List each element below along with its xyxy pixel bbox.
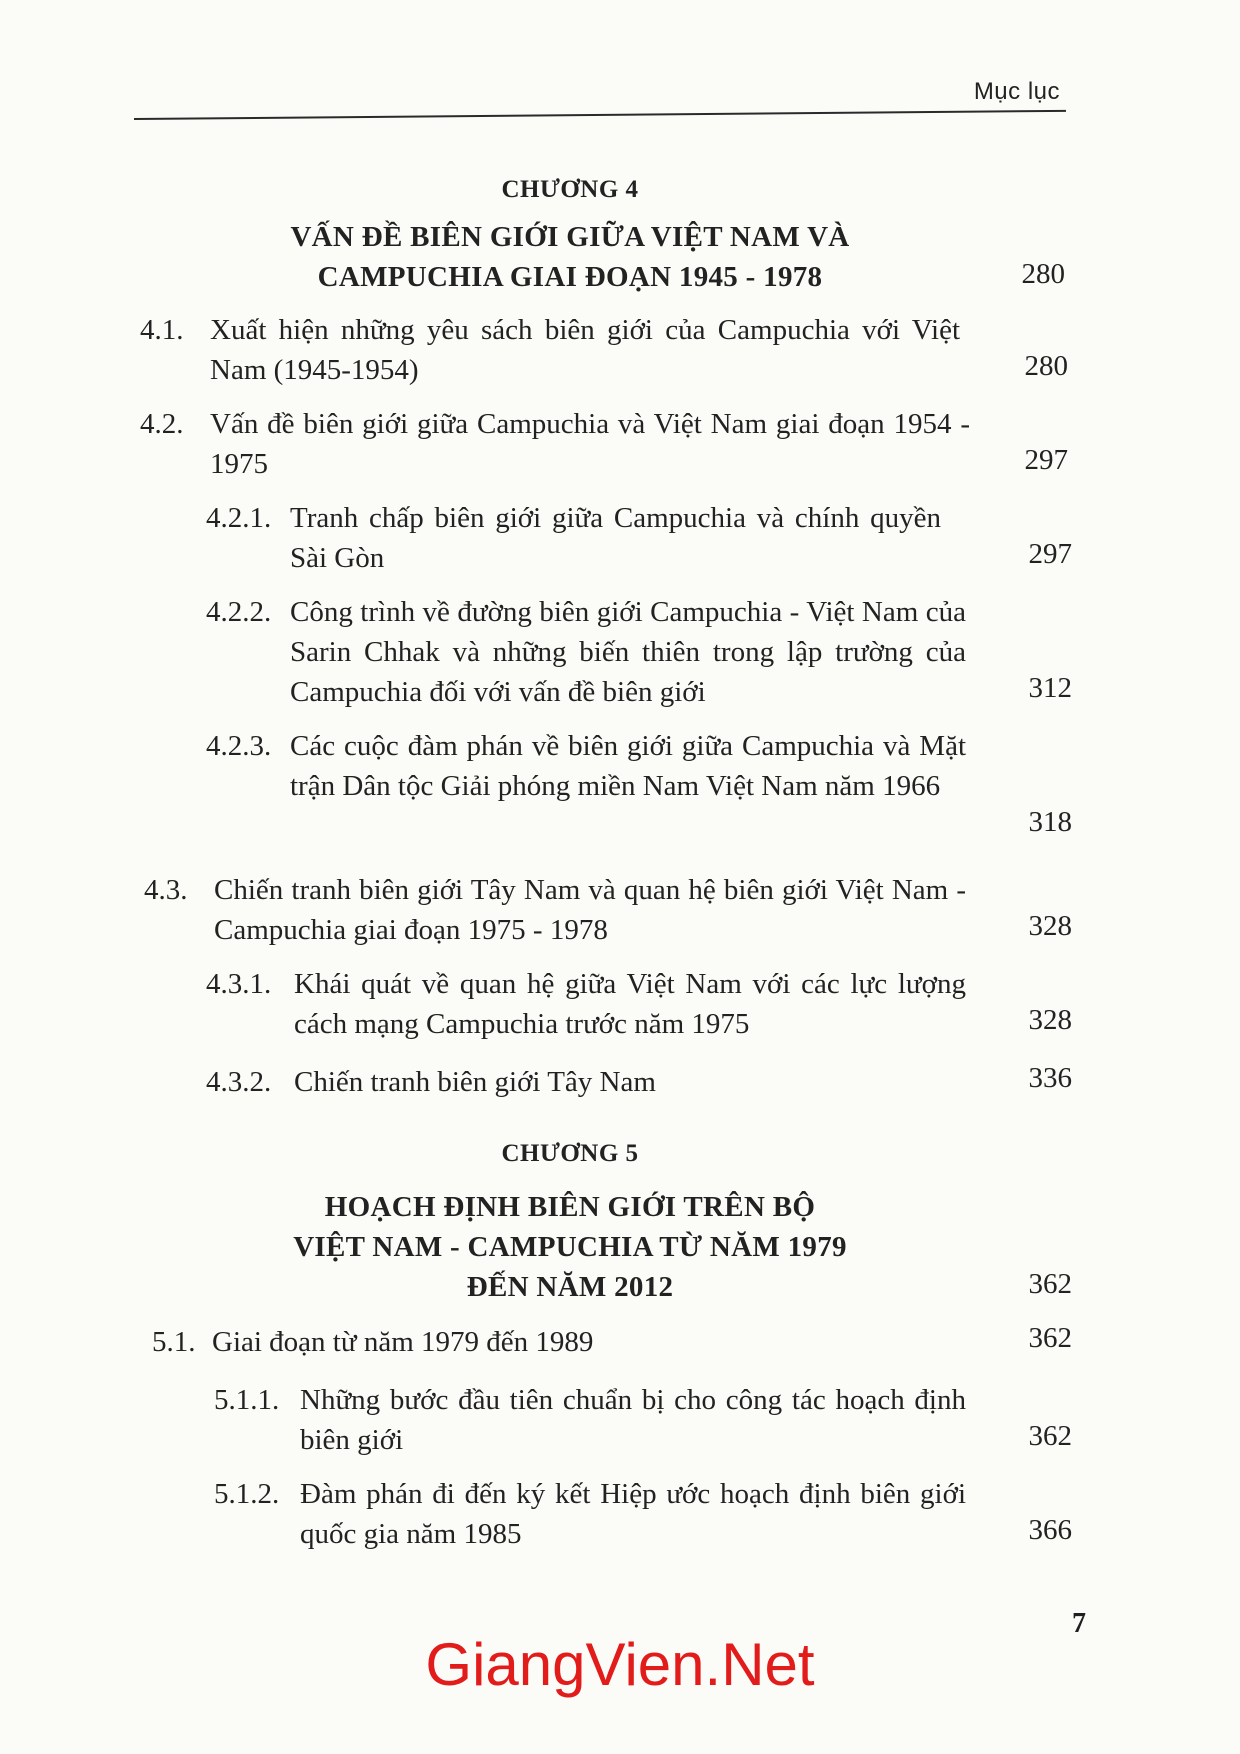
toc-entry-5-1-2[interactable] (214, 1474, 966, 1554)
toc-entry-4-2[interactable] (140, 404, 970, 484)
toc-entry-4-3[interactable] (144, 870, 966, 950)
entry-text: Các cuộc đàm phán về biên giới giữa Campuchia và Mặt trận Dân tộc Giải phóng miền Nam Việt Nam năm 1966 (290, 730, 966, 802)
toc-entry-4-2-1[interactable] (206, 498, 941, 578)
entry-number: 4.1. (140, 314, 184, 346)
toc-entry-5-1-1[interactable] (214, 1380, 966, 1460)
chapter4-title-line1: VẤN ĐỀ BIÊN GIỚI GIỮA VIỆT NAM VÀ (290, 221, 850, 253)
entry-number: 4.3. (144, 874, 188, 906)
entry-page: 366 (1028, 1514, 1072, 1546)
entry-text: Công trình về đường biên giới Campuchia - Việt Nam của Sarin Chhak và những biến thiên trong lập trường của Campuchia đối với vấn đề biên giới (290, 596, 966, 708)
header-divider (134, 110, 1066, 120)
entry-page: 280 (1024, 350, 1068, 382)
entry-number: 5.1. (152, 1326, 196, 1358)
page-number: 7 (1072, 1608, 1086, 1639)
entry-text: Tranh chấp biên giới giữa Campuchia và chính quyền Sài Gòn (290, 502, 941, 574)
entry-page: 328 (1028, 910, 1072, 942)
toc-entry-4-3-1[interactable] (206, 964, 966, 1044)
chapter5-title-line1: HOẠCH ĐỊNH BIÊN GIỚI TRÊN BỘ (324, 1191, 816, 1223)
entry-text: Giai đoạn từ năm 1979 đến 1989 (212, 1326, 594, 1358)
entry-page: 328 (1028, 1004, 1072, 1036)
entry-page: 297 (1024, 444, 1068, 476)
chapter4-label: CHƯƠNG 4 (501, 176, 639, 203)
chapter4-title-line2: CAMPUCHIA GIAI ĐOẠN 1945 - 1978 (317, 261, 823, 293)
entry-page: 362 (1028, 1322, 1072, 1354)
entry-text: Vấn đề biên giới giữa Campuchia và Việt Nam giai đoạn 1954 - 1975 (210, 408, 970, 480)
toc-entry-4-3-2[interactable] (206, 1062, 966, 1102)
entry-number: 4.2.1. (206, 502, 272, 534)
entry-text: Đàm phán đi đến ký kết Hiệp ước hoạch định biên giới quốc gia năm 1985 (300, 1478, 966, 1550)
toc-entry-4-1[interactable] (140, 310, 960, 390)
chapter5-title-line3: ĐẾN NĂM 2012 (466, 1271, 674, 1303)
entry-page: 312 (1028, 672, 1072, 704)
toc-entry-4-2-3[interactable] (206, 726, 966, 806)
entry-page: 318 (1028, 806, 1072, 838)
chapter5-page: 362 (1028, 1268, 1072, 1300)
entry-text: Khái quát về quan hệ giữa Việt Nam với các lực lượng cách mạng Campuchia trước năm 1975 (294, 968, 966, 1040)
entry-text: Xuất hiện những yêu sách biên giới của Campuchia với Việt Nam (1945-1954) (210, 314, 960, 386)
entry-page: 297 (1028, 538, 1072, 570)
entry-number: 4.3.2. (206, 1066, 272, 1098)
entry-number: 4.2. (140, 408, 184, 440)
watermark: GiangVien.Net (425, 1631, 815, 1698)
entry-number: 5.1.1. (214, 1384, 280, 1416)
toc-entry-5-1[interactable] (152, 1322, 972, 1362)
entry-number: 4.2.3. (206, 730, 272, 762)
chapter5-title-line2: VIỆT NAM - CAMPUCHIA TỪ NĂM 1979 (293, 1231, 847, 1263)
entry-text: Chiến tranh biên giới Tây Nam và quan hệ biên giới Việt Nam - Campuchia giai đoạn 1975 - 1978 (214, 874, 966, 946)
running-header: Mục lục (973, 78, 1060, 105)
entry-number: 4.2.2. (206, 596, 272, 628)
entry-text: Những bước đầu tiên chuẩn bị cho công tác hoạch định biên giới (300, 1384, 966, 1456)
chapter4-page: 280 (1021, 258, 1065, 290)
entry-number: 5.1.2. (214, 1478, 280, 1510)
entry-page: 336 (1028, 1062, 1072, 1094)
chapter5-label: CHƯƠNG 5 (501, 1140, 639, 1167)
entry-text: Chiến tranh biên giới Tây Nam (294, 1066, 656, 1098)
entry-page: 362 (1028, 1420, 1072, 1452)
entry-number: 4.3.1. (206, 968, 272, 1000)
toc-entry-4-2-2[interactable] (206, 592, 966, 712)
